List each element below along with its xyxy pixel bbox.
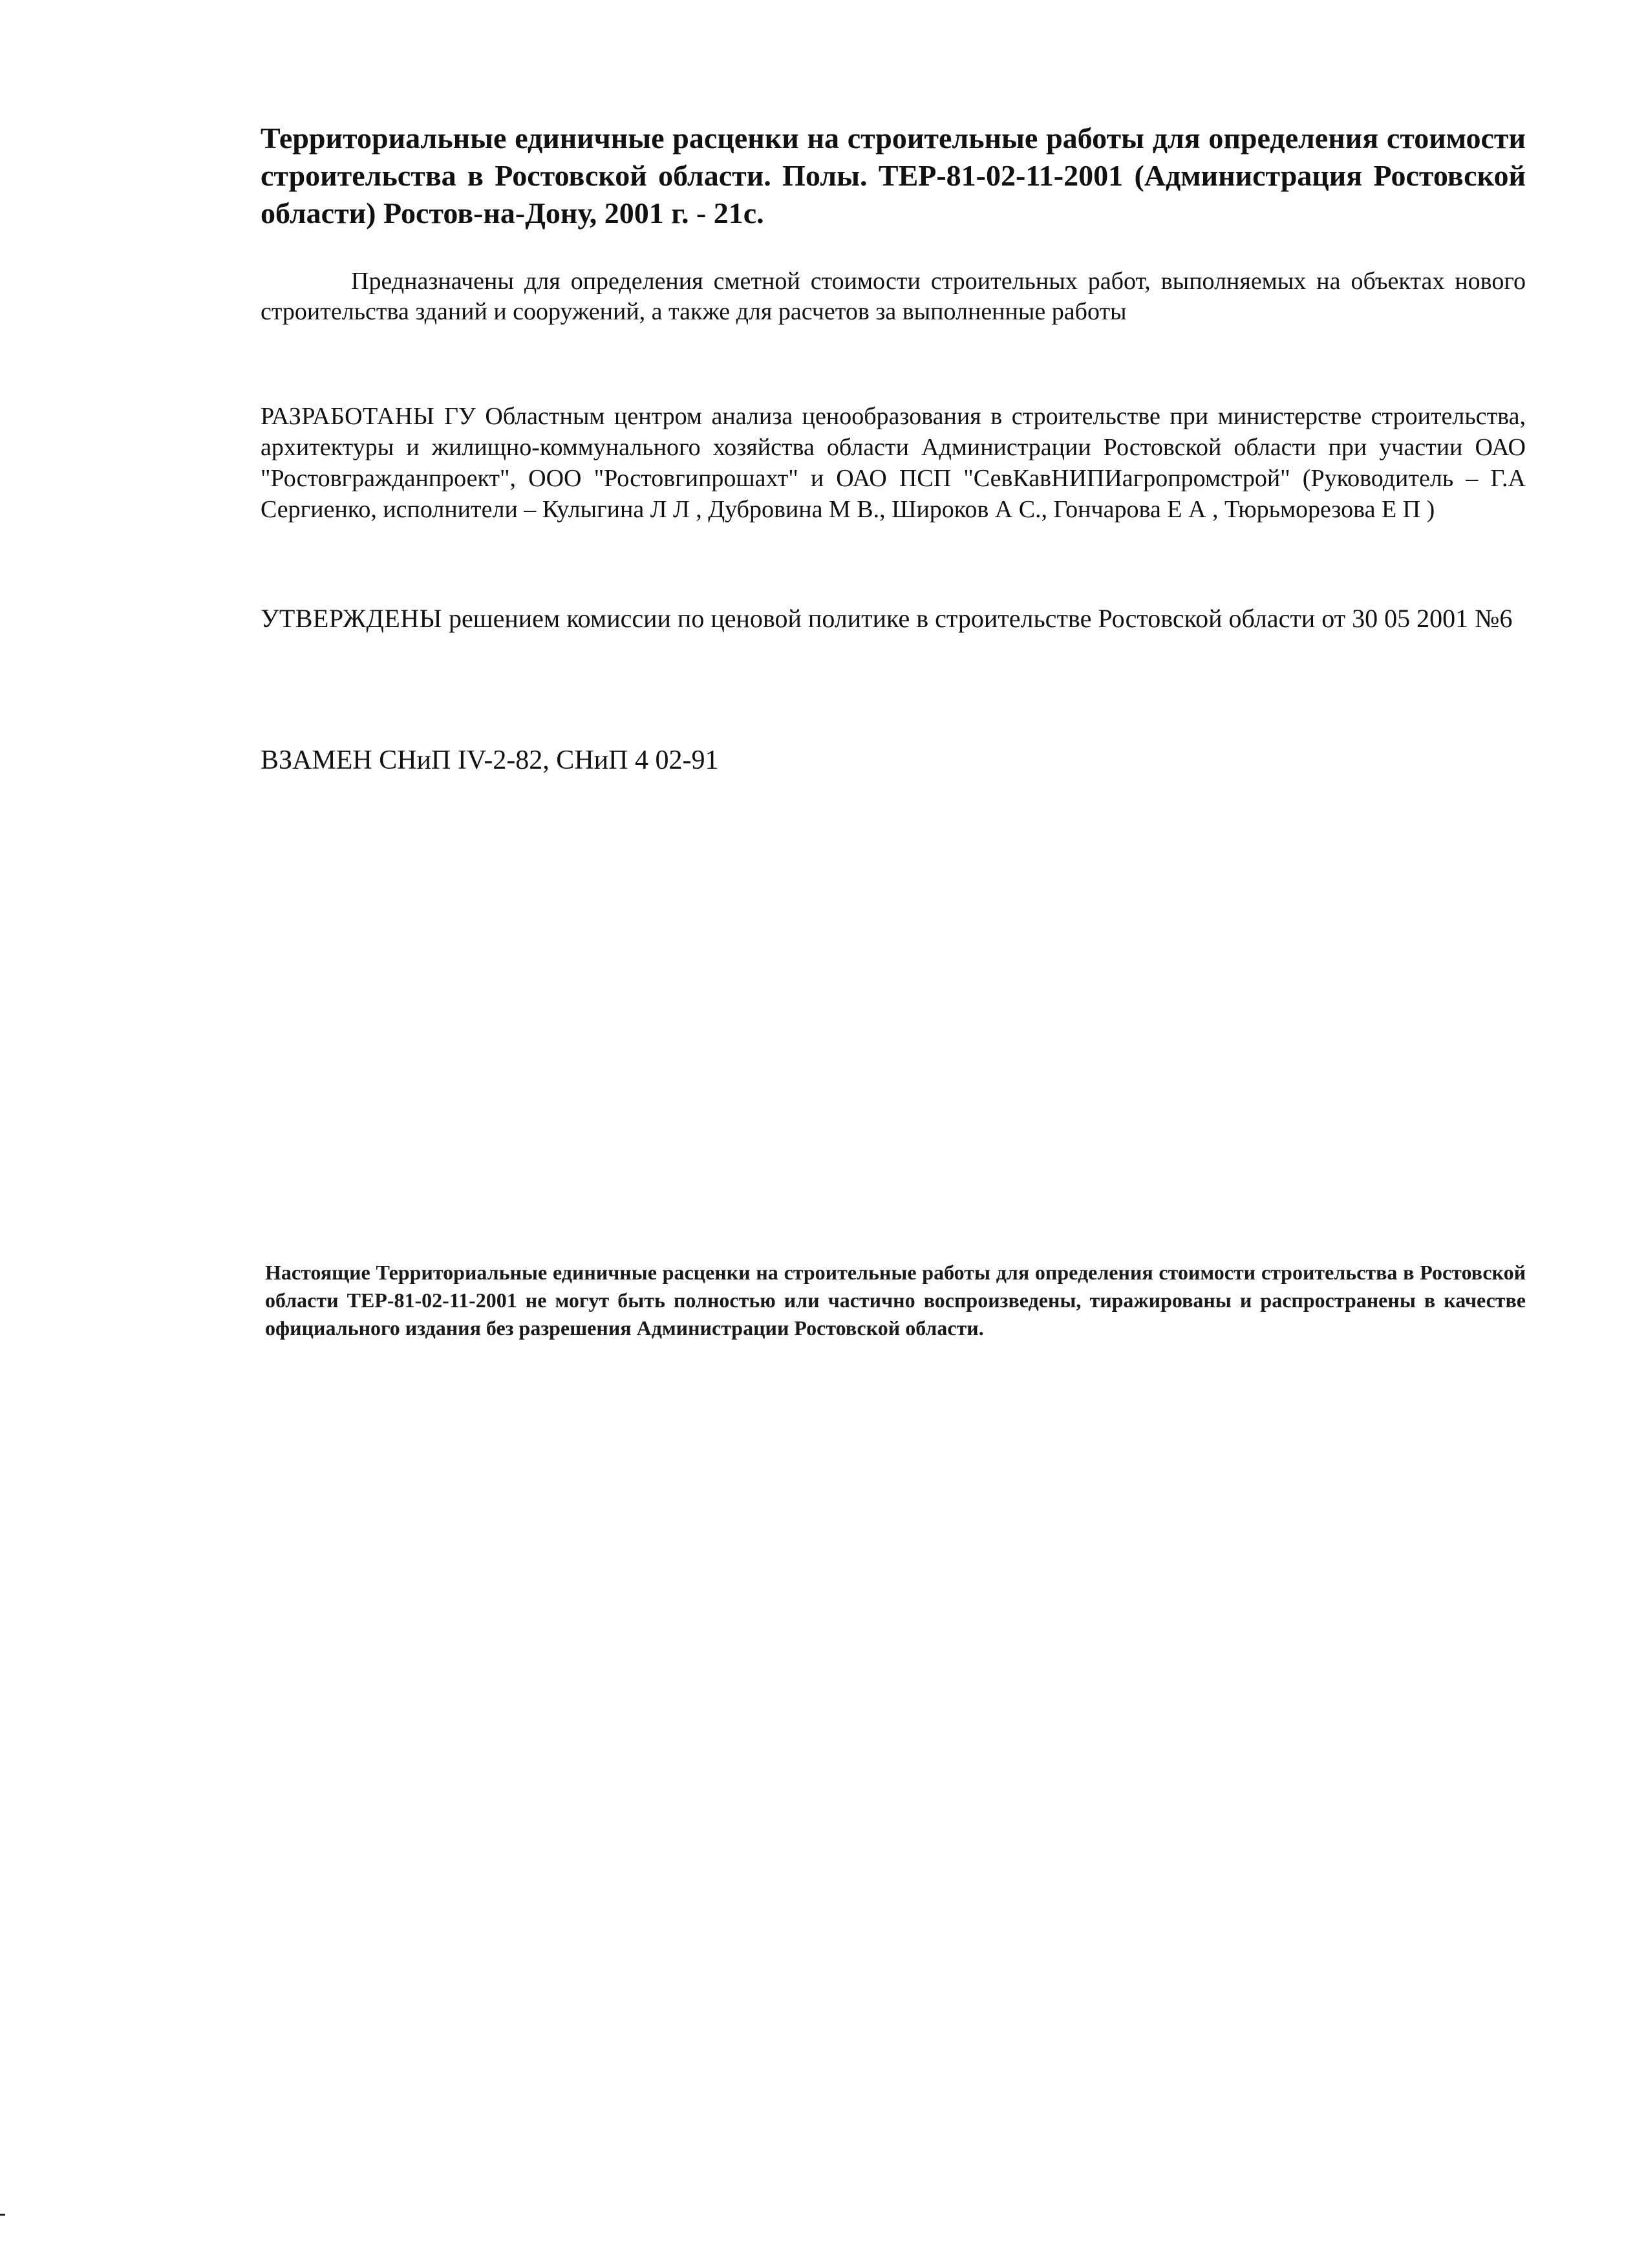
approved-label: УТВЕРЖДЕНЫ	[261, 604, 443, 633]
document-title: Территориальные единичные расценки на строительные работы для определения стоимости строительства в Ростовской области. Полы. ТЕР-81-02-11-2001 (Администрация Ростовской области) Ростов-на-Дону, 2001 г. - 21с.	[261, 122, 1526, 230]
scan-edge-mark	[0, 2214, 5, 2216]
replaces-line: ВЗАМЕН СНиП IV-2-82, СНиП 4 02-91	[261, 745, 719, 775]
purpose-paragraph: Предназначены для определения сметной стоимости строительных работ, выполняемых на объектах нового строительства зданий и сооружений, а также для расчетов за выполненные работы	[261, 268, 1526, 325]
developed-text: ГУ Областным центром анализа ценообразования в строительстве при министерстве строительства, архитектуры и жилищно-коммунального хозяйства области Администрации Ростовской области при участии ОАО "Ростовгражданпроект", ООО "Ростовгипрошахт" и ОАО ПСП "СевКавНИПИагропромстрой" (Руководитель – Г.А Сергиенко, исполнители – Кулыгина Л Л , Дубровина М В., Широков А С., Гончарова Е А , Тюрьморезова Е П )	[261, 403, 1526, 523]
approved-paragraph	[261, 603, 1526, 635]
copyright-notice: Настоящие Территориальные единичные расценки на строительные работы для определения стоимости строительства в Ростовской области ТЕР-81-02-11-2001 не могут быть полностью или частично воспроизведены, тиражированы и распространены в качестве официального издания без разрешения Администрации Ростовской области.	[265, 1261, 1526, 1340]
developed-label: РАЗРАБОТАНЫ	[261, 403, 435, 430]
approved-text: решением комиссии по ценовой политике в строительстве Ростовской области от 30 05 2001 №6	[442, 604, 1513, 633]
developed-paragraph	[261, 401, 1526, 525]
